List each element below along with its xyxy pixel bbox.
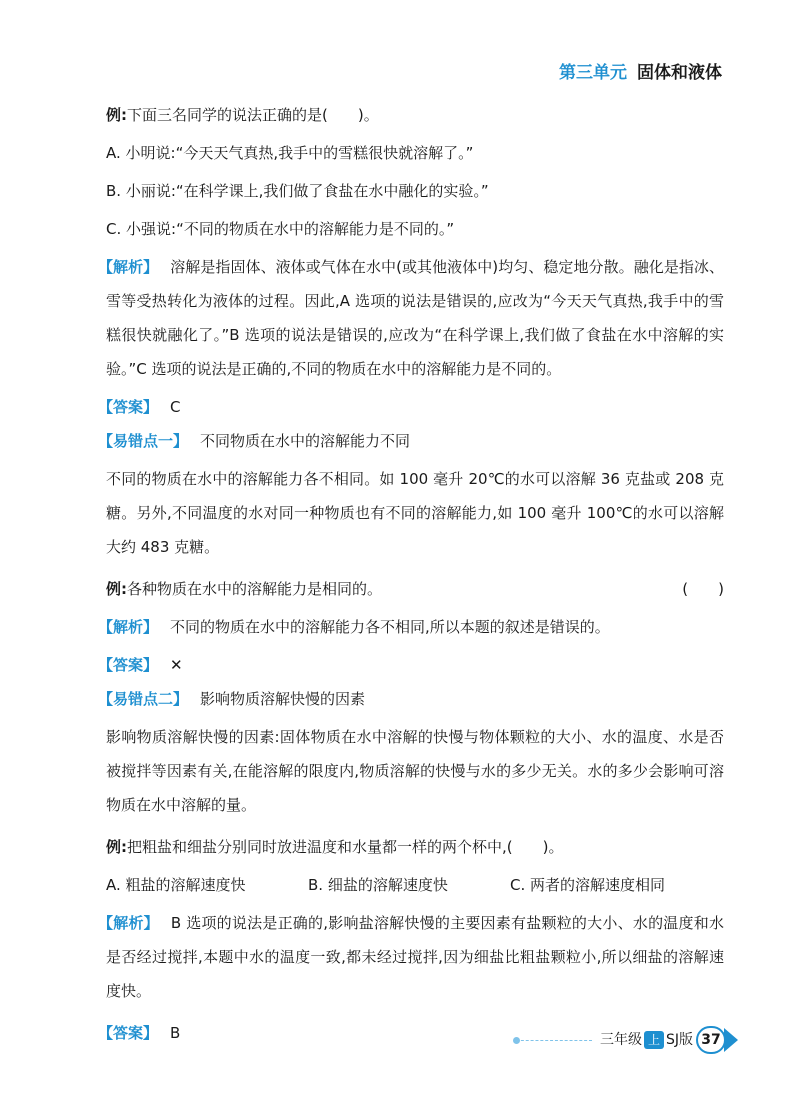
unit-title: 固体和液体 (637, 63, 722, 83)
unit-number: 第三单元 (559, 63, 627, 83)
answer-label: 【答案】 (98, 656, 159, 674)
answer-label: 【答案】 (98, 398, 159, 416)
page-footer (516, 1026, 746, 1056)
point-label: 【易错点二】 (98, 690, 189, 708)
example-1-analysis (98, 250, 724, 386)
example-1-option-b: B. 小丽说:“在科学课上,我们做了食盐在水中融化的实验。” (106, 182, 489, 200)
option-c: C. 两者的溶解速度相同 (510, 876, 666, 894)
point-1-heading (98, 424, 724, 458)
grade: 三年级 (600, 1032, 642, 1048)
analysis-label: 【解析】 (98, 258, 159, 276)
content (98, 98, 724, 1050)
footer-dashed-line (516, 1040, 592, 1041)
example-1-option-c: C. 小强说:“不同的物质在水中的溶解能力是不同的。” (106, 220, 455, 238)
point-2-heading (98, 682, 724, 716)
volume-badge: 上 (644, 1031, 664, 1049)
example-1-answer (98, 390, 724, 424)
edition: SJ版 (666, 1032, 694, 1048)
question-text: 把粗盐和细盐分别同时放进温度和水量都一样的两个杯中,( )。 (127, 838, 564, 856)
question-text: 下面三名同学的说法正确的是( )。 (127, 106, 379, 124)
point-title: 不同物质在水中的溶解能力不同 (200, 432, 411, 450)
analysis-text: 不同的物质在水中的溶解能力各不相同,所以本题的叙述是错误的。 (170, 618, 610, 636)
example-prefix: 例: (106, 580, 127, 598)
option-a: A. 粗盐的溶解速度快 (106, 876, 246, 894)
example-3-analysis (98, 906, 724, 1008)
example-1-option-a: A. 小明说:“今天天气真热,我手中的雪糕很快就溶解了。” (106, 144, 474, 162)
analysis-label: 【解析】 (98, 618, 159, 636)
analysis-label: 【解析】 (98, 914, 159, 932)
analysis-text: 溶解是指固体、液体或气体在水中(或其他液体中)均匀、稳定地分散。融化是指冰、雪等受热转化为液体的过程。因此,A 选项的说法是错误的,应改为“今天天气真热,我手中的雪糕很快就融化了。”B 选项的说法是错误的,应改为“在科学课上,我们做了食盐在水中溶解的实验。”C 选项的说法是正确的,不同的物质在水中的溶解能力是不同的。 (106, 258, 724, 378)
example-prefix: 例: (106, 106, 127, 124)
example-2-question (106, 572, 724, 606)
point-label: 【易错点一】 (98, 432, 189, 450)
example-2-answer (98, 648, 724, 682)
question-text: 各种物质在水中的溶解能力是相同的。 (127, 580, 383, 598)
analysis-text: B 选项的说法是正确的,影响盐溶解快慢的主要因素有盐颗粒的大小、水的温度和水是否经过搅拌,本题中水的温度一致,都未经过搅拌,因为细盐比粗盐颗粒小,所以细盐的溶解速度快。 (106, 914, 724, 1000)
example-1-question (106, 98, 724, 132)
point-2-text: 影响物质溶解快慢的因素:固体物质在水中溶解的快慢与物体颗粒的大小、水的温度、水是否被搅拌等因素有关,在能溶解的限度内,物质溶解的快慢与水的多少无关。水的多少会影响可溶物质在水中溶解的量。 (106, 728, 724, 814)
option-b: B. 细盐的溶解速度快 (308, 876, 448, 894)
answer-label: 【答案】 (98, 1024, 159, 1042)
point-title: 影响物质溶解快慢的因素 (200, 690, 366, 708)
point-1-text: 不同的物质在水中的溶解能力各不相同。如 100 毫升 20℃的水可以溶解 36 克盐或 208 克糖。另外,不同温度的水对同一种物质也有不同的溶解能力,如 100 毫升 100℃的水可以溶解大约 483 克糖。 (106, 470, 724, 556)
answer-blank: ( ) (682, 580, 724, 598)
grade-label (600, 1029, 693, 1049)
example-prefix: 例: (106, 838, 127, 856)
answer-text: C (170, 398, 181, 416)
example-2-analysis (98, 610, 724, 644)
answer-text: B (170, 1024, 181, 1042)
example-3-options (106, 868, 724, 902)
example-3-question (106, 830, 724, 864)
unit-header (559, 58, 722, 83)
page-arrow-icon (724, 1028, 738, 1052)
page-number: 37 (696, 1026, 726, 1054)
answer-cross-icon: ✕ (170, 656, 183, 674)
